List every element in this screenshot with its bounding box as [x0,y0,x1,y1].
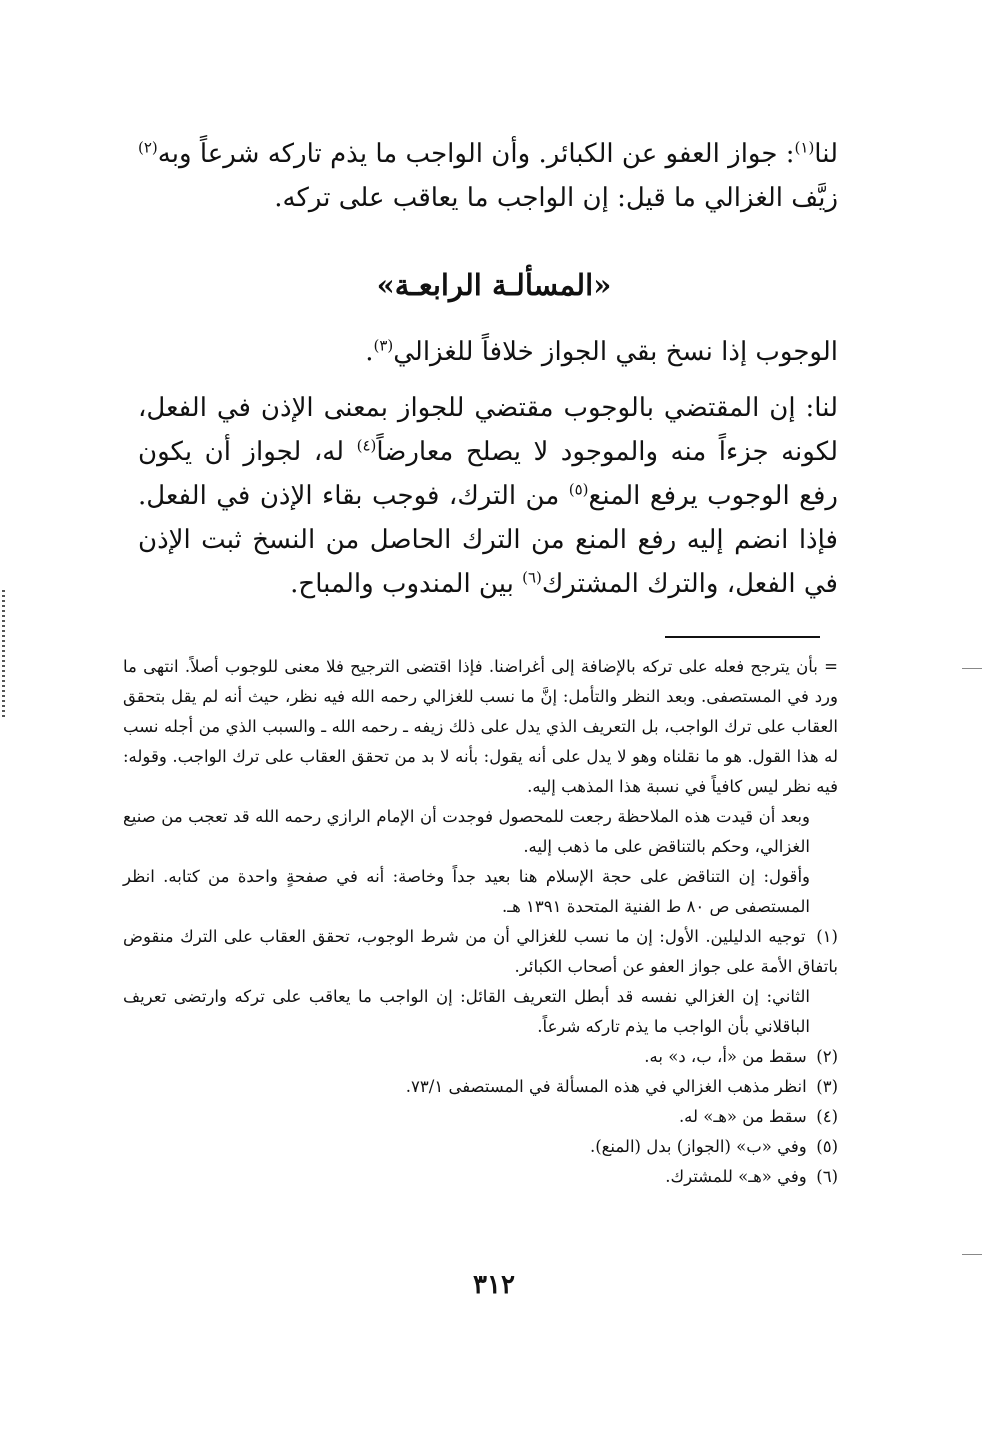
footnote-item [123,922,838,982]
page-number: ٣١٢ [473,1270,515,1300]
footnote-remark: وأقول: إن التناقض على حجة الإسلام هنا بعيد جداً وخاصة: أنه في صفحةٍ واحدة من كتابه. انظر المستصفى ص ٨٠ ط الفنية المتحدة ١٣٩١ هـ. [123,867,810,916]
footnote-text: وفي «هـ» للمشترك. [665,1167,807,1186]
scan-edge-dash [962,1254,982,1255]
paragraph-text: له، لجواز أن يكون رفع الوجوب يرفع المنع [138,437,838,511]
footnote-ref-3: (٣) [373,336,394,355]
footnote-item [123,1072,838,1102]
footnote-number: (٦) [816,1167,838,1186]
footnote-text: الثاني: إن الغزالي نفسه قد أبطل التعريف القائل: إن الواجب ما يعاقب على تركه وارتضى تعريف الباقلاني بأن الواجب ما يذم تاركه شرعاً. [123,987,810,1036]
footnote-item [123,982,838,1042]
footnote-number: (١) [816,927,838,946]
footnote-number: (٤) [816,1107,838,1126]
footnote-ref-5: (٥) [568,480,589,499]
footnote-item [123,1042,838,1072]
footnote-number: (٣) [816,1077,838,1096]
footnote-remark: وبعد أن قيدت هذه الملاحظة رجعت للمحصول فوجدت أن الإمام الرازي رحمه الله قد تعجب من صنيع الغزالي، وحكم بالتناقض على ما ذهب إليه. [123,807,810,856]
footnote-text: سقط من «أ، ب، د» به. [644,1047,807,1066]
thesis-paragraph [138,330,838,374]
paragraph-text: زيَّف الغزالي ما قيل: إن الواجب ما يعاقب على تركه. [274,183,838,213]
footnote-text: وفي «ب» (الجواز) بدل (المنع). [589,1137,807,1156]
footnote-text: توجيه الدليلين. الأول: إن ما نسب للغزالي أن من شرط الوجوب، تحقق العقاب على الترك منقوض باتفاق الأمة على جواز العفو عن أصحاب الكبائر. [123,927,838,976]
scan-edge-dash [962,668,982,669]
footnote-text: سقط من «هـ» له. [678,1107,807,1126]
footnote-ref-1: (١) [794,138,815,157]
footnote-text: انظر مذهب الغزالي في هذه المسألة في المستصفى ٧٣/١. [405,1077,807,1096]
footnote-item [123,1132,838,1162]
footnote-ref-6: (٦) [522,568,542,587]
footnote-number: (٥) [816,1137,838,1156]
footnote-item [123,1102,838,1132]
footnote-item [123,1162,838,1192]
footnote-separator [665,636,820,638]
paragraph-text: من الترك، فوجب بقاء الإذن في الفعل. فإذا انضم إليه رفع المنع من الترك الحاصل من النسخ ثبت الإذن في الفعل، والترك المشترك [138,481,838,599]
footnote-number: (٢) [816,1047,838,1066]
footnote-continuation: = بأن يترجح فعله على تركه بالإضافة إلى أغراضنا. فإذا اقتضى الترجيح فلا معنى للوجوب أصلاً. انتهى ما ورد في المستصفى. وبعد النظر والتأمل: إنَّ ما نسب للغزالي رحمه الله فيه نظر، حيث أنه لم يقل بتحقق العقاب على ترك الواجب، بل التعريف الذي يدل على ذلك زيفه ـ رحمه الله ـ والسبب الذي من أجله نسب له هذا القول. هو ما نقلناه وهو لا يدل على أنه يقول: بأنه لا بد من تحقق العقاب على ترك الواجب. وقوله: فيه نظر ليس كافياً في نسبة هذا المذهب إليه. [123,657,838,796]
scan-edge-mark [2,590,5,720]
paragraph-text: . [365,337,374,367]
footnote-ref-2: (٢) [138,138,158,157]
footnotes-section [123,652,838,1192]
paragraph-text: : جواز العفو عن الكبائر. وأن الواجب ما يذم تاركه شرعاً وبه [157,139,795,169]
paragraph-text: لنا [814,139,838,169]
paragraph-text: لنا: إن المقتضي بالوجوب مقتضي للجواز بمعنى الإذن في الفعل، لكونه جزءاً منه والموجود لا يصلح معارضاً [138,393,839,467]
argument-paragraph [138,386,838,606]
section-heading: «المسألـة الرابعـة» [376,268,612,302]
footnote-ref-4: (٤) [356,436,377,455]
paragraph-text: بين المندوب والمباح. [290,569,523,599]
opening-paragraph [138,132,838,220]
paragraph-text: الوجوب إذا نسخ بقي الجواز خلافاً للغزالي [393,337,838,367]
